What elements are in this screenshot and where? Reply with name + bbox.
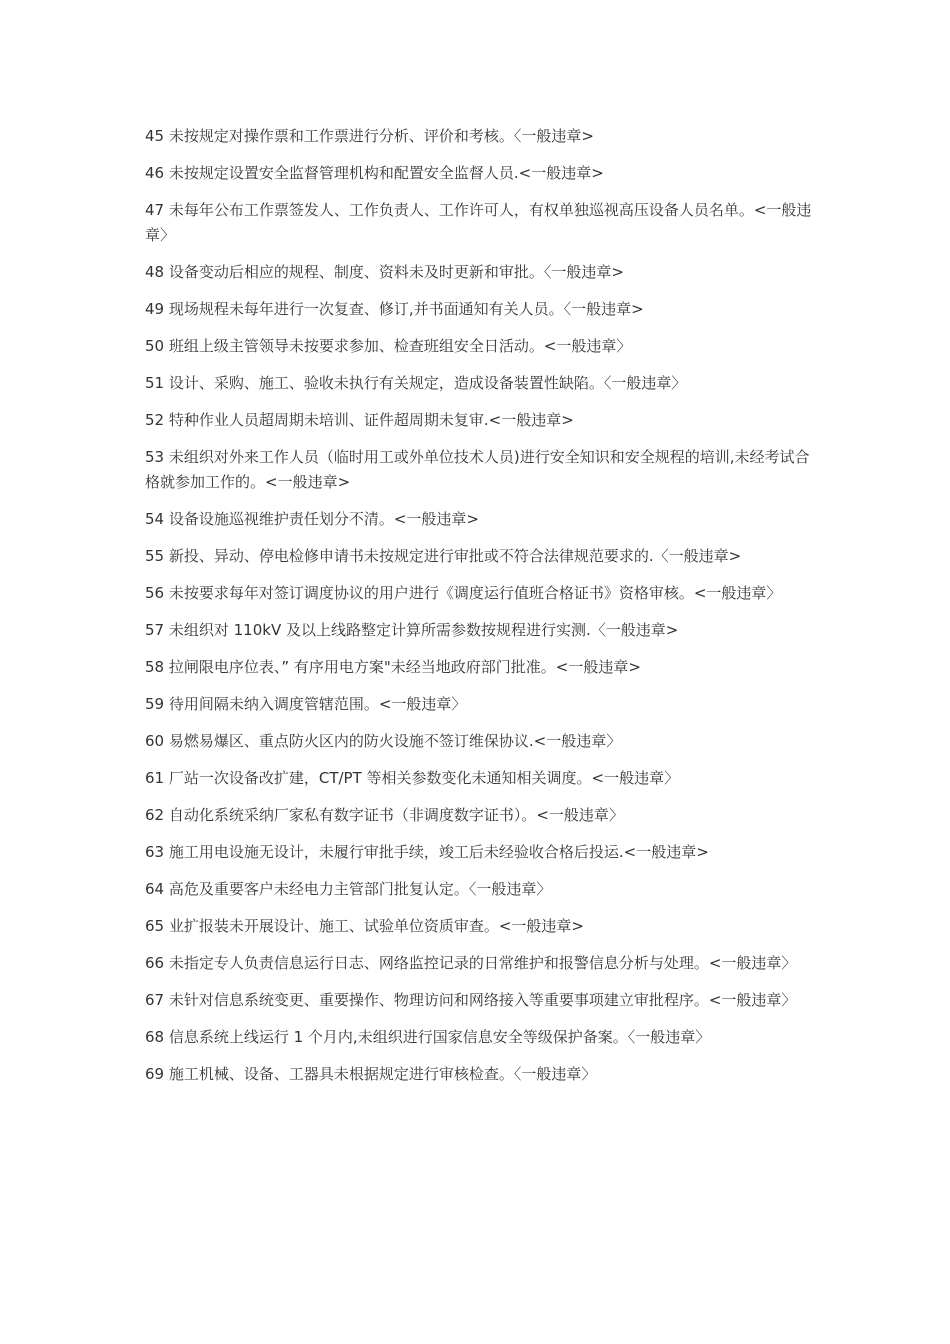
- list-item: 51 设计、采购、施工、验收未执行有关规定，造成设备装置性缺陷。〈一般违章〉: [145, 374, 687, 392]
- list-item: 58 拉闸限电序位表、” 有序用电方案"未经当地政府部门批准。<一般违章>: [145, 658, 641, 676]
- list-item: 56 未按要求每年对签订调度协议的用户进行《调度运行值班合格证书》资格审核。<一般违章〉: [145, 584, 782, 602]
- list-item: 47 未每年公布工作票签发人、工作负责人、工作许可人，有权单独巡视高压设备人员名单。<一般违章〉: [145, 201, 812, 244]
- list-item: 69 施工机械、设备、工器具未根据规定进行审核检查。〈一般违章〉: [145, 1065, 597, 1083]
- list-item: 62 自动化系统采纳厂家私有数字证书（非调度数字证书）。<一般违章〉: [145, 806, 624, 824]
- list-item: 65 业扩报装未开展设计、施工、试验单位资质审查。<一般违章>: [145, 917, 584, 935]
- list-item: 60 易燃易爆区、重点防火区内的防火设施不签订维保协议.<一般违章〉: [145, 732, 622, 750]
- list-item: 61 厂站一次设备改扩建，CT/PT 等相关参数变化未通知相关调度。<一般违章〉: [145, 769, 680, 787]
- list-item: 48 设备变动后相应的规程、制度、资料未及时更新和审批。〈一般违章>: [145, 263, 624, 281]
- list-item: 64 高危及重要客户未经电力主管部门批复认定。〈一般违章〉: [145, 880, 552, 898]
- list-item: 54 设备设施巡视维护责任划分不清。<一般违章>: [145, 510, 479, 528]
- list-item: 66 未指定专人负责信息运行日志、网络监控记录的日常维护和报警信息分析与处理。<一般违章〉: [145, 954, 797, 972]
- list-item: 59 待用间隔未纳入调度管辖范围。<一般违章〉: [145, 695, 467, 713]
- list-item: 57 未组织对 110kV 及以上线路整定计算所需参数按规程进行实测.〈一般违章>: [145, 621, 679, 639]
- list-item: 49 现场规程未每年进行一次复查、修订,并书面通知有关人员。〈一般违章>: [145, 300, 644, 318]
- violation-list: [145, 124, 815, 1099]
- list-item: 63 施工用电设施无设计，未履行审批手续，竣工后未经验收合格后投运.<一般违章>: [145, 843, 709, 861]
- list-item: 52 特种作业人员超周期未培训、证件超周期未复审.<一般违章>: [145, 411, 574, 429]
- list-item: 50 班组上级主管领导未按要求参加、检查班组安全日活动。<一般违章〉: [145, 337, 632, 355]
- list-item: 45 未按规定对操作票和工作票进行分析、评价和考核。〈一般违章>: [145, 127, 594, 145]
- list-item: 55 新投、异动、停电检修申请书未按规定进行审批或不符合法律规范要求的.〈一般违章>: [145, 547, 742, 565]
- list-item: 46 未按规定设置安全监督管理机构和配置安全监督人员.<一般违章>: [145, 164, 604, 182]
- list-item: 53 未组织对外来工作人员（临时用工或外单位技术人员)进行安全知识和安全规程的培训,未经考试合格就参加工作的。<一般违章>: [145, 448, 810, 491]
- list-item: 68 信息系统上线运行 1 个月内,未组织进行国家信息安全等级保护备案。〈一般违章〉: [145, 1028, 711, 1046]
- list-item: 67 未针对信息系统变更、重要操作、物理访问和网络接入等重要事项建立审批程序。<一般违章〉: [145, 991, 797, 1009]
